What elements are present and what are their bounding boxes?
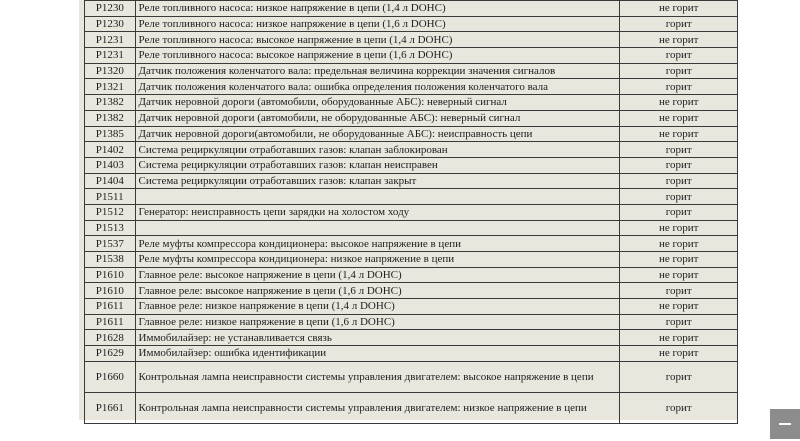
table-row — [85, 16, 738, 32]
code-cell: P1611 — [85, 299, 136, 315]
code-cell: P1385 — [85, 126, 136, 142]
lamp-status-cell: не горит — [620, 236, 738, 252]
table-row — [85, 252, 738, 268]
description-cell: Главное реле: высокое напряжение в цепи (1,6 л DOHC) — [135, 283, 620, 299]
code-cell: P1402 — [85, 142, 136, 158]
description-cell: Реле топливного насоса: высокое напряжение в цепи (1,4 л DOHC) — [135, 32, 620, 48]
description-cell: Реле муфты компрессора кондиционера: высокое напряжение в цепи — [135, 236, 620, 252]
table-row — [85, 314, 738, 330]
code-cell: P1629 — [85, 346, 136, 362]
table-row — [85, 189, 738, 205]
table-row — [85, 142, 738, 158]
lamp-status-cell: горит — [620, 189, 738, 205]
lamp-status-cell: не горит — [620, 220, 738, 236]
error-code-table — [84, 0, 738, 424]
table-row — [85, 346, 738, 362]
minus-icon — [779, 423, 791, 425]
lamp-status-cell: не горит — [620, 110, 738, 126]
table-row — [85, 299, 738, 315]
description-cell: Реле топливного насоса: высокое напряжение в цепи (1,6 л DOHC) — [135, 48, 620, 64]
table-row — [85, 330, 738, 346]
description-cell: Датчик положения коленчатого вала: ошибка определения положения коленчатого вала — [135, 79, 620, 95]
description-cell — [135, 189, 620, 205]
lamp-status-cell: горит — [620, 63, 738, 79]
lamp-status-cell: горит — [620, 392, 738, 423]
lamp-status-cell: горит — [620, 79, 738, 95]
description-cell: Система рециркуляции отработавших газов: клапан неисправен — [135, 157, 620, 173]
code-cell: P1538 — [85, 252, 136, 268]
lamp-status-cell: горит — [620, 142, 738, 158]
description-cell: Система рециркуляции отработавших газов: клапан заблокирован — [135, 142, 620, 158]
code-cell: P1230 — [85, 1, 136, 17]
description-cell: Главное реле: высокое напряжение в цепи (1,4 л DOHC) — [135, 267, 620, 283]
table-row — [85, 126, 738, 142]
code-cell: P1321 — [85, 79, 136, 95]
description-cell: Датчик неровной дороги (автомобили, не оборудованные АБС): неверный сигнал — [135, 110, 620, 126]
table-row — [85, 157, 738, 173]
table-row — [85, 63, 738, 79]
table-row — [85, 283, 738, 299]
code-cell: P1537 — [85, 236, 136, 252]
description-cell: Контрольная лампа неисправности системы управления двигателем: высокое напряжение в цепи — [135, 361, 620, 392]
table-row — [85, 79, 738, 95]
lamp-status-cell: не горит — [620, 346, 738, 362]
code-cell: P1231 — [85, 32, 136, 48]
lamp-status-cell: горит — [620, 16, 738, 32]
code-cell: P1628 — [85, 330, 136, 346]
code-cell: P1231 — [85, 48, 136, 64]
lamp-status-cell: не горит — [620, 252, 738, 268]
code-cell: P1320 — [85, 63, 136, 79]
table-row — [85, 95, 738, 111]
table-row — [85, 204, 738, 220]
table-row — [85, 173, 738, 189]
table-row — [85, 236, 738, 252]
lamp-status-cell: горит — [620, 361, 738, 392]
code-cell: P1512 — [85, 204, 136, 220]
description-cell — [135, 220, 620, 236]
table-row — [85, 361, 738, 392]
code-cell: P1382 — [85, 110, 136, 126]
description-cell: Реле муфты компрессора кондиционера: низкое напряжение в цепи — [135, 252, 620, 268]
code-cell: P1610 — [85, 283, 136, 299]
table-row — [85, 392, 738, 423]
code-cell: P1513 — [85, 220, 136, 236]
code-cell: P1404 — [85, 173, 136, 189]
description-cell: Датчик неровной дороги (автомобили, оборудованные АБС): неверный сигнал — [135, 95, 620, 111]
lamp-status-cell: не горит — [620, 330, 738, 346]
lamp-status-cell: горит — [620, 157, 738, 173]
description-cell: Датчик положения коленчатого вала: предельная величина коррекции значения сигналов — [135, 63, 620, 79]
description-cell: Датчик неровной дороги(автомобили, не оборудованные АБС): неисправность цепи — [135, 126, 620, 142]
description-cell: Система рециркуляции отработавших газов: клапан закрыт — [135, 173, 620, 189]
collapse-button[interactable] — [770, 409, 800, 439]
description-cell: Контрольная лампа неисправности системы управления двигателем: низкое напряжение в цепи — [135, 392, 620, 423]
lamp-status-cell: горит — [620, 173, 738, 189]
lamp-status-cell: не горит — [620, 126, 738, 142]
code-cell: P1230 — [85, 16, 136, 32]
table-row — [85, 267, 738, 283]
description-cell: Реле топливного насоса: низкое напряжение в цепи (1,6 л DOHC) — [135, 16, 620, 32]
description-cell: Иммобилайзер: ошибка идентификации — [135, 346, 620, 362]
description-cell: Реле топливного насоса: низкое напряжение в цепи (1,4 л DOHC) — [135, 1, 620, 17]
description-cell: Генератор: неисправность цепи зарядки на холостом ходу — [135, 204, 620, 220]
lamp-status-cell: не горит — [620, 32, 738, 48]
code-cell: P1382 — [85, 95, 136, 111]
table-row — [85, 220, 738, 236]
lamp-status-cell: не горит — [620, 95, 738, 111]
lamp-status-cell: горит — [620, 48, 738, 64]
table-row — [85, 48, 738, 64]
lamp-status-cell: не горит — [620, 1, 738, 17]
code-cell: P1611 — [85, 314, 136, 330]
table-row — [85, 110, 738, 126]
lamp-status-cell: горит — [620, 314, 738, 330]
table-row — [85, 1, 738, 17]
description-cell: Иммобилайзер: не устанавливается связь — [135, 330, 620, 346]
lamp-status-cell: горит — [620, 204, 738, 220]
code-cell: P1511 — [85, 189, 136, 205]
code-cell: P1661 — [85, 392, 136, 423]
code-cell: P1403 — [85, 157, 136, 173]
code-cell: P1610 — [85, 267, 136, 283]
description-cell: Главное реле: низкое напряжение в цепи (1,6 л DOHC) — [135, 314, 620, 330]
description-cell: Главное реле: низкое напряжение в цепи (1,4 л DOHC) — [135, 299, 620, 315]
lamp-status-cell: не горит — [620, 299, 738, 315]
lamp-status-cell: не горит — [620, 267, 738, 283]
lamp-status-cell: горит — [620, 283, 738, 299]
error-code-table-body — [85, 1, 738, 424]
table-row — [85, 32, 738, 48]
code-cell: P1660 — [85, 361, 136, 392]
